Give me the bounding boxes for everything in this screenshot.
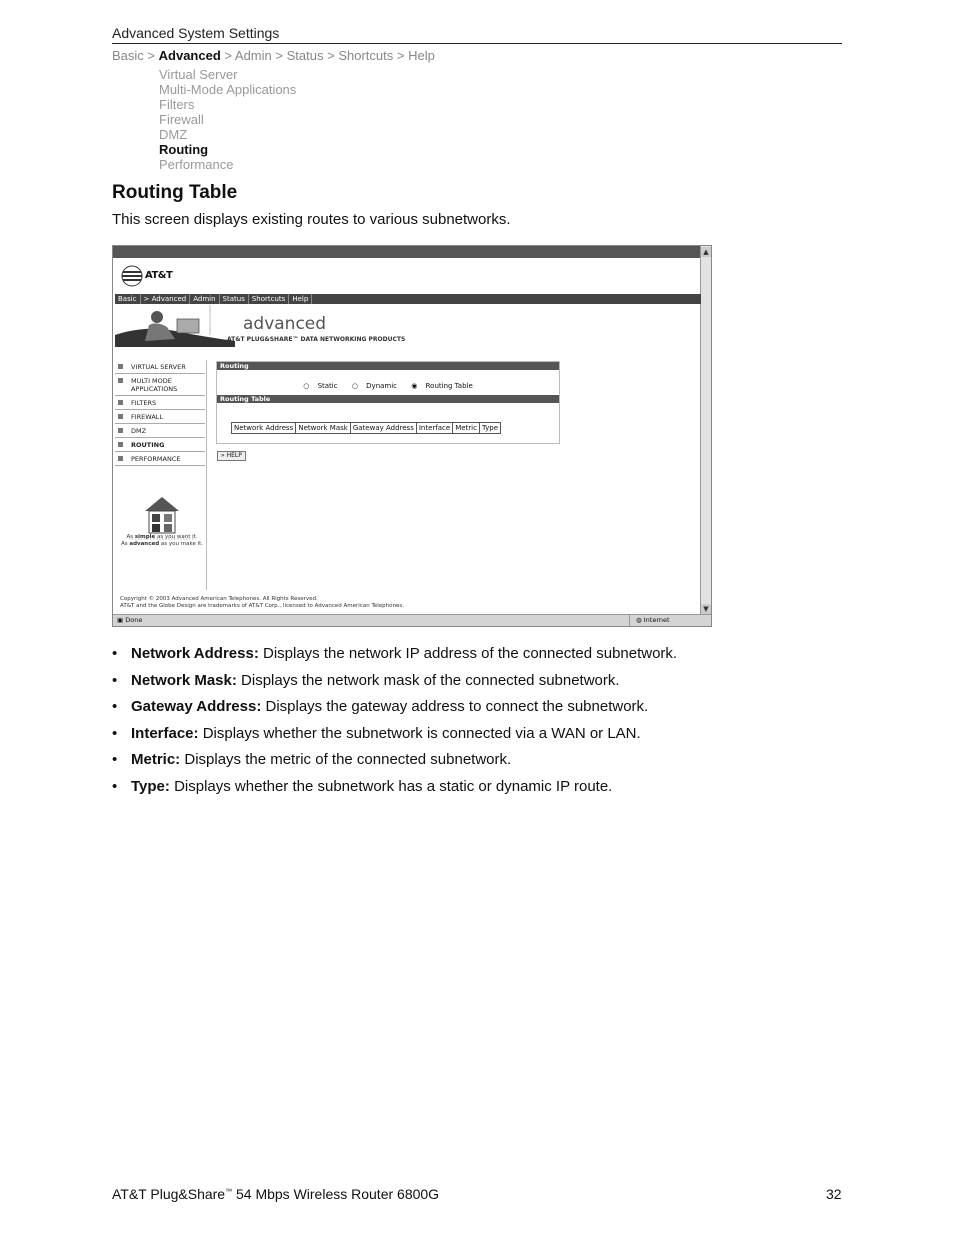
- subnav-dmz[interactable]: DMZ: [159, 127, 188, 142]
- bullet-box-icon: [118, 378, 123, 383]
- breadcrumb-shortcuts[interactable]: Shortcuts: [338, 48, 394, 63]
- table-header-row: [232, 423, 501, 434]
- tagline-line-1: As simple as you want it.: [126, 534, 198, 540]
- scroll-up-icon[interactable]: ▲: [701, 247, 711, 257]
- breadcrumb: [112, 48, 435, 63]
- header-rule: [112, 43, 842, 44]
- side-label: PERFORMANCE: [131, 455, 181, 463]
- topnav-admin[interactable]: Admin: [190, 294, 219, 304]
- topnav-advanced[interactable]: > Advanced: [141, 294, 191, 304]
- tagline: [117, 534, 207, 548]
- breadcrumb-basic[interactable]: Basic: [112, 48, 144, 63]
- topnav-basic[interactable]: Basic: [115, 294, 141, 304]
- status-done: ▣ Done: [117, 616, 143, 624]
- page-number: 32: [826, 1186, 842, 1202]
- breadcrumb-admin[interactable]: Admin: [234, 48, 272, 63]
- breadcrumb-advanced[interactable]: Advanced: [158, 48, 221, 63]
- status-zone: ◍ Internet: [629, 615, 670, 626]
- side-label: FILTERS: [131, 399, 157, 407]
- side-multi-mode[interactable]: [115, 374, 205, 396]
- bullet-box-icon: [118, 456, 123, 461]
- copyright-line-1: Copyright © 2003 Advanced American Telephones. All Rights Reserved.: [120, 596, 318, 602]
- col-type: Type: [479, 423, 500, 434]
- subnav-multi-mode-applications[interactable]: Multi-Mode Applications: [159, 82, 297, 97]
- banner-title: advanced: [243, 314, 327, 334]
- bullet-box-icon: [118, 414, 123, 419]
- banner-subtitle: AT&T PLUG&SHARE™ DATA NETWORKING PRODUCTS: [227, 336, 406, 343]
- globe-icon: ◍: [636, 616, 642, 624]
- routing-header: Routing: [217, 362, 559, 370]
- scroll-down-icon[interactable]: ▼: [701, 604, 711, 614]
- subnav-performance[interactable]: Performance: [159, 157, 234, 172]
- browser-statusbar: [113, 614, 711, 626]
- screenshot-sidebar: [115, 360, 205, 466]
- section-title: Routing Table: [112, 182, 238, 203]
- bullet-box-icon: [118, 428, 123, 433]
- radio-dynamic[interactable]: ○ Dynamic: [351, 382, 398, 390]
- radio-static[interactable]: ○ Static: [303, 382, 338, 390]
- subnav-filters[interactable]: Filters: [159, 97, 195, 112]
- side-dmz[interactable]: [115, 424, 205, 438]
- routing-panel: [216, 361, 560, 444]
- radio-unselected-icon: ○: [303, 382, 310, 390]
- col-metric: Metric: [453, 423, 480, 434]
- side-label: VIRTUAL SERVER: [131, 363, 186, 371]
- section-intro: This screen displays existing routes to various subnetworks.: [112, 211, 511, 228]
- side-label: MULTI MODE APPLICATIONS: [131, 377, 178, 393]
- subnav-routing[interactable]: Routing: [159, 142, 209, 157]
- breadcrumb-separator: >: [275, 48, 283, 63]
- routing-table: [231, 422, 501, 434]
- radio-unselected-icon: ○: [351, 382, 358, 390]
- topnav-status[interactable]: Status: [220, 294, 249, 304]
- list-item: • Interface: Displays whether the subnetwork is connected via a WAN or LAN.: [112, 724, 812, 751]
- side-routing[interactable]: [115, 438, 205, 452]
- breadcrumb-separator: >: [147, 48, 156, 63]
- breadcrumb-status[interactable]: Status: [286, 48, 324, 63]
- side-performance[interactable]: [115, 452, 205, 466]
- col-interface: Interface: [416, 423, 452, 434]
- routing-table-header: Routing Table: [217, 395, 559, 403]
- page-icon: ▣: [117, 616, 124, 624]
- browser-titlebar: [113, 246, 711, 258]
- att-logo-text: AT&T: [145, 270, 173, 281]
- att-globe-icon: [121, 265, 143, 287]
- radio-routing-table[interactable]: ◉ Routing Table: [411, 382, 473, 390]
- topnav-help[interactable]: Help: [289, 294, 312, 304]
- list-item: • Type: Displays whether the subnetwork has a static or dynamic IP route.: [112, 777, 812, 804]
- help-button[interactable]: » HELP: [217, 451, 246, 461]
- subnav: [159, 67, 296, 172]
- bullet-box-icon: [118, 442, 123, 447]
- radio-selected-icon: ◉: [411, 382, 418, 390]
- subnav-virtual-server[interactable]: Virtual Server: [159, 67, 238, 82]
- scrollbar[interactable]: [700, 246, 711, 614]
- breadcrumb-help[interactable]: Help: [408, 48, 435, 63]
- breadcrumb-separator: >: [327, 48, 335, 63]
- routing-mode-radios: [217, 382, 559, 390]
- screenshot-topnav: [115, 294, 701, 304]
- footer-product: AT&T Plug&Share™ 54 Mbps Wireless Router 6800G: [112, 1186, 440, 1202]
- side-label: FIREWALL: [131, 413, 164, 421]
- list-item: • Gateway Address: Displays the gateway address to connect the subnetwork.: [112, 697, 812, 724]
- side-label: DMZ: [131, 427, 147, 435]
- copyright: [120, 596, 404, 609]
- side-filters[interactable]: [115, 396, 205, 410]
- banner-photo: [115, 305, 235, 347]
- side-virtual-server[interactable]: [115, 360, 205, 374]
- list-item: • Network Mask: Displays the network mask of the connected subnetwork.: [112, 671, 812, 698]
- side-firewall[interactable]: [115, 410, 205, 424]
- list-item: • Network Address: Displays the network IP address of the connected subnetwork.: [112, 644, 812, 671]
- bullet-box-icon: [118, 400, 123, 405]
- col-gateway-address: Gateway Address: [350, 423, 416, 434]
- list-item: • Metric: Displays the metric of the connected subnetwork.: [112, 750, 812, 777]
- copyright-line-2: AT&T and the Globe Design are trademarks of AT&T Corp., licensed to Advanced American Telephones.: [120, 602, 405, 609]
- routing-screenshot: [112, 245, 712, 627]
- subnav-firewall[interactable]: Firewall: [159, 112, 204, 127]
- side-label: ROUTING: [131, 441, 165, 449]
- bullet-box-icon: [118, 364, 123, 369]
- breadcrumb-separator: >: [396, 48, 405, 63]
- col-network-mask: Network Mask: [296, 423, 350, 434]
- col-network-address: Network Address: [232, 423, 296, 434]
- help-arrow-icon: »: [221, 452, 225, 459]
- sidebar-divider: [206, 360, 207, 590]
- tagline-line-2: As advanced as you make it.: [120, 541, 204, 547]
- document-header: Advanced System Settings: [112, 25, 280, 41]
- breadcrumb-separator: >: [224, 48, 232, 63]
- field-descriptions: [112, 644, 812, 804]
- topnav-shortcuts[interactable]: Shortcuts: [249, 294, 289, 304]
